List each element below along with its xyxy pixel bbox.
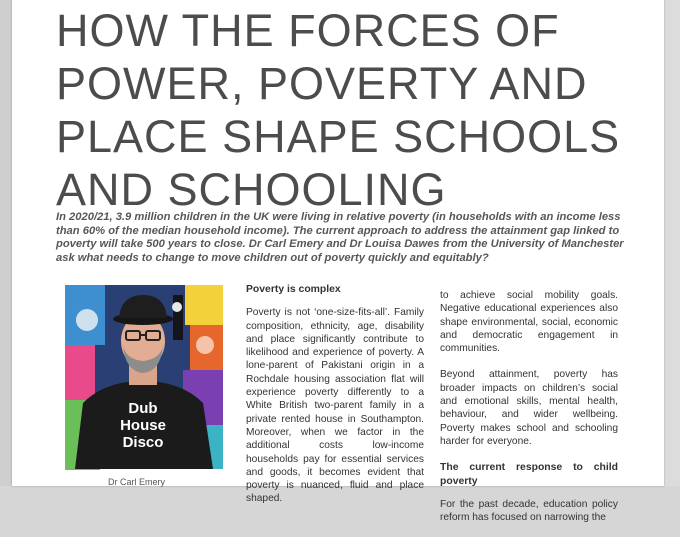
author-photo bbox=[65, 285, 223, 469]
section-heading-current-response: The current response to child poverty bbox=[440, 462, 618, 487]
photo-caption: Dr Carl Emery bbox=[108, 477, 166, 487]
body-paragraph: Poverty is not ‘one-size-fits-all’. Family composition, ethnicity, age, disability and place significantly contribute to likelihood and experience of poverty. A lone-parent of Pakistani origin in a Rochdale housing association flat will experience poverty differently to a White British two-parent family in a private rented house in Southampton. Moreover, when we factor in the additional costs low-income households pay for essential services and goods, it becomes evident that poverty is nuanced, fluid and place shaped. bbox=[246, 307, 424, 505]
document-page bbox=[12, 0, 664, 524]
shirt-text-line1: Dub bbox=[128, 400, 158, 417]
body-paragraph: For the past decade, education policy reform has focused on narrowing the bbox=[440, 498, 618, 524]
viewer-scrollbar[interactable] bbox=[664, 0, 680, 486]
body-column-1 bbox=[246, 283, 424, 519]
article-standfirst: In 2020/21, 3.9 million children in the UK were living in relative poverty (in households with an income less than 60% of the median household income). The current approach to address the attainment gap linked to poverty will take 500 years to close. Dr Carl Emery and Dr Louisa Dawes from the University of Manchester ask what needs to change to move children out of poverty quickly and equitably? bbox=[56, 211, 624, 264]
body-column-2 bbox=[440, 289, 618, 537]
shirt-text-line3: Disco bbox=[122, 434, 164, 451]
article-headline: HOW THE FORCES OF POWER, POVERTY AND PLACE SHAPE SCHOOLS AND SCHOOLING bbox=[56, 5, 621, 215]
body-paragraph: Beyond attainment, poverty has broader impacts on children’s social and emotional skills, mental health, behaviour, and wider wellbeing. Poverty makes school and schooling harder for everyone. bbox=[440, 369, 618, 447]
author-photo-illustration bbox=[65, 285, 223, 469]
body-paragraph: to achieve social mobility goals. Negative educational experiences also shape environmental, social, economic and democratic engagement in communities. bbox=[440, 290, 618, 355]
section-heading-poverty-is-complex: Poverty is complex bbox=[246, 284, 341, 295]
shirt-text-line2: House bbox=[120, 417, 166, 434]
viewer-left-margin bbox=[0, 0, 12, 486]
